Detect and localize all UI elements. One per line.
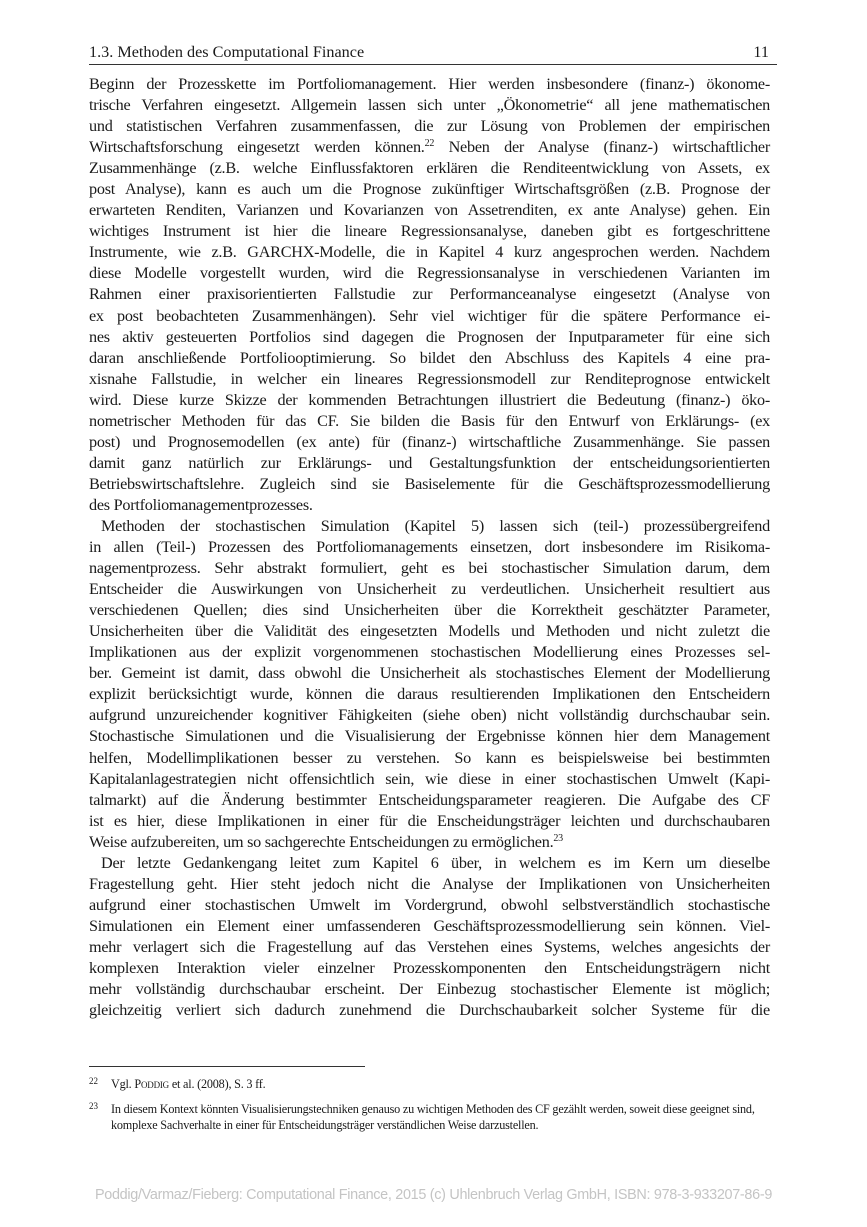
line-text: Kapitalanlagestrategien nicht offensichtlich sein, wie diese in einer stochastischen Umwelt (Kapi-	[89, 769, 770, 788]
line-text: erwarteten Renditen, Varianzen und Kovarianzen von Assetrenditen, ex ante Analyse) gehen. Ein	[89, 201, 770, 220]
line-text: Beginn der Prozesskette im Portfoliomanagement. Hier werden insbesondere (finanz-) ökonome-	[89, 75, 770, 93]
text-line	[89, 495, 770, 516]
line-text: aufgrund einer stochastischen Umwelt im Vordergrund, obwohl selbstverständlich stochastische	[89, 895, 770, 914]
line-text: Entscheider die Auswirkungen von Unsicherheit zu verdeutlichen. Unsicherheit resultiert aus	[89, 580, 770, 599]
text-line	[89, 137, 770, 158]
line-text: helfen, Modellimplikationen besser zu verstehen. So kann es beispielsweise bei bestimmten	[89, 748, 770, 767]
line-text: ex post beobachteten Zusammenhängen). Sehr viel wichtiger für die spätere Performance ei-	[89, 306, 770, 325]
body-text	[89, 74, 770, 1021]
footnote-23	[89, 1101, 774, 1133]
text-line	[89, 242, 770, 263]
text-line	[89, 937, 770, 958]
line-text: Simulationen ein Element einer umfassenderen Geschäftsprozessmodellierung sein können. Viel-	[89, 916, 770, 935]
text-line	[89, 979, 770, 1000]
line-text: Stochastische Simulationen und die Visualisierung der Ergebnisse können hier dem Management	[89, 727, 770, 746]
text-line	[89, 95, 770, 116]
line-text: Der letzte Gedankengang leitet zum Kapitel 6 über, in welchem es im Kern um dieselbe	[101, 853, 770, 872]
line-text: post Analyse), kann es auch um die Prognose zukünftiger Wirtschaftsgrößen (z.B. Prognose der	[89, 180, 770, 199]
line-text: Instrumente, wie z.B. GARCHX-Modelle, die in Kapitel 4 kurz angesprochen werden. Nachdem	[89, 243, 770, 262]
footnote-22	[89, 1076, 774, 1092]
line-text: aufgrund unzureichender kognitiver Fähigkeiten (siehe oben) nicht vollständig durchschaubar sein.	[89, 706, 770, 725]
line-text: xisnahe Fallstudie, in welcher ein lineares Regressionsmodell zur Renditeprognose entwickelt	[89, 369, 770, 388]
text-line	[89, 579, 770, 600]
text-line	[89, 769, 770, 790]
footnote-number: 23	[89, 1101, 98, 1111]
text-line	[89, 748, 770, 769]
line-text: talmarkt) auf die Änderung bestimmter Entscheidungsparameter reagieren. Die Aufgabe des CF	[89, 790, 770, 809]
footnote-text: In diesem Kontext könnten Visualisierungstechniken genauso zu wichtigen Methoden des CF gezählt werden, soweit diese geeignet sind, komplexe Sachverhalte in einer für Entscheidungsträger verständlichen Weise darzustellen.	[111, 1102, 755, 1132]
line-text: daran anschließende Portfoliooptimierung. So bildet den Abschluss des Kapitels 4 eine pra-	[89, 348, 770, 367]
text-line	[89, 1000, 770, 1021]
line-text: wird. Diese kurze Skizze der kommenden Betrachtungen illustriert die Bedeutung (finanz-) öko-	[89, 390, 770, 409]
footnote-reference[interactable]: 22	[424, 138, 435, 150]
text-line	[89, 200, 770, 221]
line-text: Implikationen aus der explizit vorgenommenen stochastischen Modellierung eines Prozesses sel-	[89, 643, 770, 662]
line-text: wichtiges Instrument ist hier die lineare Regressionsanalyse, daneben gibt es fortgeschrittene	[89, 222, 770, 241]
line-text: des Portfoliomanagementprozesses.	[89, 495, 313, 514]
footnote-text	[111, 1076, 774, 1092]
line-text: Wirtschaftsforschung eingesetzt werden können.	[89, 138, 425, 157]
line-text: Betriebswirtschaftslehre. Zugleich sind sie Basiselemente für die Geschäftsprozessmodellierung	[89, 474, 770, 493]
text-line	[89, 158, 770, 179]
text-line	[89, 705, 770, 726]
text-line	[89, 790, 770, 811]
line-text: Weise aufzubereiten, um so sachgerechte Entscheidungen zu ermöglichen.	[89, 832, 554, 851]
text-line	[89, 263, 770, 284]
text-line	[89, 832, 770, 853]
line-text: nes aktiv gesteuerten Portfolios sind dagegen die Prognosen der Inputparameter für eine sich	[89, 327, 770, 346]
text-line	[89, 642, 770, 663]
line-text: damit ganz natürlich zur Erklärungs- und Gestaltungsfunktion der entscheidungsorientierten	[89, 453, 770, 472]
line-text: und statistischen Verfahren zusammenfassen, die zur Lösung von Problemen der empirischen	[89, 117, 770, 136]
text-line	[89, 874, 770, 895]
line-text: Zusammenhänge (z.B. welche Einflussfaktoren erklären die Renditeentwicklung von Assets, ex	[89, 159, 770, 178]
text-line	[89, 516, 770, 537]
page-number: 11	[753, 43, 769, 61]
line-text: nometrischer Methoden für das CF. Sie bilden die Basis für den Entwurf von Erklärungs- (ex	[89, 411, 770, 430]
text-line	[89, 726, 770, 747]
line-text: Rahmen einer praxisorientierten Fallstudie zur Performanceanalyse eingesetzt (Analyse von	[89, 285, 770, 304]
line-text: komplexen Interaktion vieler einzelner Prozesskomponenten den Entscheidungsträgern nicht	[89, 958, 770, 977]
text-line	[89, 558, 770, 579]
line-text: explizit berücksichtigt wurde, können die daraus resultierenden Implikationen den Entscheidern	[89, 685, 770, 704]
text-line	[89, 411, 770, 432]
line-text: Methoden der stochastischen Simulation (Kapitel 5) lassen sich (teil-) prozessübergreifend	[101, 516, 770, 535]
text-line	[89, 390, 770, 411]
line-text: mehr vollständig durchschaubar erscheint. Der Einbezug stochastischer Elemente ist möglich;	[89, 980, 770, 999]
text-line	[89, 453, 770, 474]
line-text: ist es hier, diese Implikationen in einer für die Enscheidungsträger leichten und durchschaubaren	[89, 811, 770, 830]
line-text: gleichzeitig verliert sich dadurch zunehmend die Durchschaubarkeit solcher Systeme für die	[89, 1001, 770, 1020]
text-line	[89, 474, 770, 495]
text-line	[89, 284, 770, 305]
section-title: 1.3. Methoden des Computational Finance	[89, 43, 365, 61]
text-line	[89, 853, 770, 874]
line-text: ber. Gemeint ist damit, dass obwohl die Unsicherheit als stochastisches Element der Modellierung	[89, 664, 770, 683]
line-text: trische Verfahren eingesetzt. Allgemein lassen sich unter „Ökonometrie“ all jene mathematischen	[89, 96, 770, 115]
footnote-divider	[89, 1066, 365, 1067]
copyright-watermark: Poddig/Varmaz/Fieberg: Computational Finance, 2015 (c) Uhlenbruch Verlag GmbH, ISBN: 978-3-933207-86-9	[94, 1187, 773, 1203]
text-line	[89, 537, 770, 558]
text-line	[89, 958, 770, 979]
citation-author: Poddig	[134, 1077, 169, 1091]
text-line	[89, 684, 770, 705]
line-text: post) und Prognosemodellen (ex ante) für (finanz-) wirtschaftliche Zusammenhänge. Sie passen	[89, 432, 770, 451]
text-line	[89, 916, 770, 937]
footnote-prefix: Vgl.	[111, 1077, 135, 1091]
text-line	[89, 600, 770, 621]
text-line	[89, 327, 770, 348]
text-line	[89, 348, 770, 369]
text-line	[89, 369, 770, 390]
line-text: diese Modelle vorgestellt wurden, wird die Regressionsanalyse in verschiedenen Varianten im	[89, 264, 770, 283]
footnote-suffix: et al. (2008), S. 3 ff.	[168, 1077, 266, 1091]
text-line	[89, 621, 770, 642]
text-line	[89, 663, 770, 684]
text-line	[89, 74, 770, 95]
text-line	[89, 811, 770, 832]
text-line	[89, 432, 770, 453]
footnote-number: 22	[89, 1076, 98, 1086]
line-text: in allen (Teil-) Prozessen des Portfoliomanagements einsetzen, dort insbesondere im Risikoma-	[89, 538, 770, 557]
footnote-reference[interactable]: 23	[553, 832, 563, 844]
line-text: nagementprozess. Sehr abstrakt formuliert, geht es bei stochastischer Simulation darum, dem	[89, 559, 770, 578]
running-header	[89, 42, 777, 65]
line-text: verschiedenen Quellen; dies sind Unsicherheiten über die Korrektheit geschätzter Parameter,	[89, 601, 770, 620]
text-line	[89, 895, 770, 916]
footnotes	[89, 1076, 774, 1133]
line-text-continued: Neben der Analyse (finanz-) wirtschaftlicher	[434, 138, 770, 157]
text-line	[89, 306, 770, 327]
text-line	[89, 221, 770, 242]
text-line	[89, 116, 770, 137]
line-text: mehr verlagert sich die Fragestellung auf das Verstehen eines Systems, welches angesichts der	[89, 937, 770, 956]
line-text: Unsicherheiten über die Validität des eingesetzten Modells und Methoden und nicht zuletzt die	[89, 622, 770, 641]
line-text: Fragestellung geht. Hier steht jedoch nicht die Analyse der Implikationen von Unsicherheiten	[89, 874, 770, 893]
text-line	[89, 179, 770, 200]
